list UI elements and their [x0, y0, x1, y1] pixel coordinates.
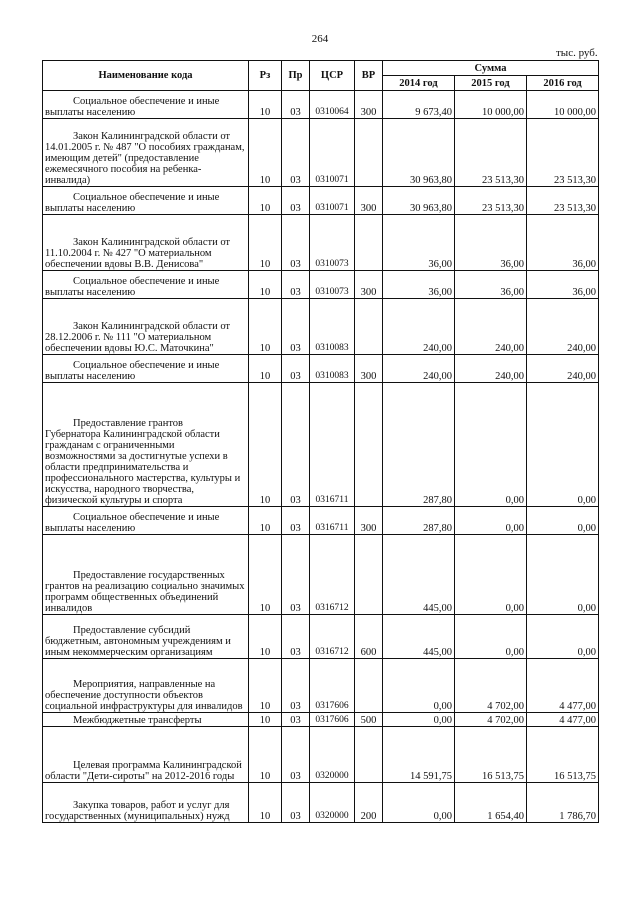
table-row [43, 187, 599, 215]
cell-y2014: 0,00 [383, 713, 455, 727]
cell-y2016: 1 786,70 [527, 783, 599, 823]
cell-name-rest: выплаты населению [45, 203, 136, 214]
cell-name-rest: выплаты населению [45, 107, 136, 118]
cell-y2015: 16 513,75 [455, 727, 527, 783]
cell-pr: 03 [282, 659, 310, 713]
cell-vr [355, 535, 383, 615]
cell-csr: 0316711 [310, 507, 355, 535]
cell-name [43, 187, 249, 215]
cell-rz: 10 [249, 119, 282, 187]
cell-csr: 0317606 [310, 659, 355, 713]
budget-table [42, 60, 599, 823]
cell-y2014: 14 591,75 [383, 727, 455, 783]
cell-vr [355, 119, 383, 187]
cell-y2016: 4 477,00 [527, 659, 599, 713]
cell-y2016: 36,00 [527, 215, 599, 271]
cell-y2015: 1 654,40 [455, 783, 527, 823]
cell-name [43, 535, 249, 615]
cell-y2014: 287,80 [383, 383, 455, 507]
table-row [43, 783, 599, 823]
header-csr: ЦСР [310, 61, 355, 91]
cell-name [43, 727, 249, 783]
cell-csr: 0310071 [310, 119, 355, 187]
cell-vr [355, 383, 383, 507]
cell-rz: 10 [249, 713, 282, 727]
cell-csr: 0310073 [310, 271, 355, 299]
cell-y2016: 36,00 [527, 271, 599, 299]
cell-rz: 10 [249, 215, 282, 271]
cell-y2015: 23 513,30 [455, 187, 527, 215]
cell-name-first-line: Социальное обеспечение и иные [73, 96, 220, 107]
header-2014: 2014 год [383, 76, 455, 91]
cell-y2016: 0,00 [527, 615, 599, 659]
cell-name [43, 355, 249, 383]
cell-csr: 0310073 [310, 215, 355, 271]
cell-csr: 0316712 [310, 535, 355, 615]
header-sum: Сумма [383, 61, 599, 76]
cell-csr: 0317606 [310, 713, 355, 727]
header-2015: 2015 год [455, 76, 527, 91]
cell-pr: 03 [282, 713, 310, 727]
cell-name-first-line: Предоставление субсидий [73, 625, 191, 636]
cell-vr: 300 [355, 507, 383, 535]
units-label: тыс. руб. [556, 47, 598, 59]
cell-vr [355, 659, 383, 713]
cell-name-rest: Губернатора Калининградской области гражданам с ограниченными возможностями за достигнутые успехи в области предпринимательства и профессионального мастерства, культуры и искусства, народного творчества, физической культуры и спорта [45, 429, 241, 506]
cell-y2015: 23 513,30 [455, 119, 527, 187]
cell-y2015: 0,00 [455, 615, 527, 659]
cell-name [43, 383, 249, 507]
cell-pr: 03 [282, 783, 310, 823]
cell-name-first-line: Социальное обеспечение и иные [73, 360, 220, 371]
cell-rz: 10 [249, 727, 282, 783]
cell-name-rest: выплаты населению [45, 371, 136, 382]
cell-name-first-line: Закупка товаров, работ и услуг для [73, 800, 230, 811]
cell-csr: 0320000 [310, 727, 355, 783]
cell-name [43, 713, 249, 727]
cell-csr: 0316712 [310, 615, 355, 659]
table-row [43, 507, 599, 535]
cell-rz: 10 [249, 91, 282, 119]
cell-name-first-line: Социальное обеспечение и иные [73, 276, 220, 287]
cell-y2015: 0,00 [455, 535, 527, 615]
header-name: Наименование кода [43, 61, 249, 91]
cell-y2014: 30 963,80 [383, 119, 455, 187]
cell-rz: 10 [249, 615, 282, 659]
cell-pr: 03 [282, 215, 310, 271]
table-row [43, 299, 599, 355]
cell-name-rest: выплаты населению [45, 523, 136, 534]
cell-vr: 300 [355, 271, 383, 299]
cell-name-first-line: Предоставление грантов [73, 418, 183, 429]
cell-name-rest: государственных (муниципальных) нужд [45, 811, 230, 822]
cell-name [43, 119, 249, 187]
cell-name-rest: бюджетным, автономным учреждениям и иным некоммерческим организациям [45, 636, 231, 658]
cell-vr: 600 [355, 615, 383, 659]
cell-csr: 0320000 [310, 783, 355, 823]
cell-vr [355, 299, 383, 355]
cell-pr: 03 [282, 615, 310, 659]
cell-y2014: 0,00 [383, 659, 455, 713]
cell-y2015: 10 000,00 [455, 91, 527, 119]
cell-csr: 0310083 [310, 355, 355, 383]
cell-name [43, 271, 249, 299]
cell-rz: 10 [249, 783, 282, 823]
header-rz: Рз [249, 61, 282, 91]
cell-name-rest: 11.10.2004 г. № 427 "О материальном обеспечении вдовы В.В. Денисова" [45, 248, 212, 270]
cell-pr: 03 [282, 383, 310, 507]
cell-name-first-line: Закон Калининградской области от [73, 237, 231, 248]
cell-vr [355, 727, 383, 783]
cell-rz: 10 [249, 187, 282, 215]
cell-y2014: 287,80 [383, 507, 455, 535]
cell-name-rest: области "Дети-сироты" на 2012-2016 годы [45, 771, 235, 782]
cell-vr: 500 [355, 713, 383, 727]
cell-pr: 03 [282, 535, 310, 615]
table-body [43, 91, 599, 823]
cell-y2014: 36,00 [383, 271, 455, 299]
cell-name-first-line: Закон Калининградской области от [73, 321, 231, 332]
cell-csr: 0310064 [310, 91, 355, 119]
cell-rz: 10 [249, 507, 282, 535]
cell-y2015: 36,00 [455, 271, 527, 299]
cell-y2016: 0,00 [527, 535, 599, 615]
cell-name [43, 783, 249, 823]
cell-name-first-line: Социальное обеспечение и иные [73, 512, 220, 523]
cell-y2016: 4 477,00 [527, 713, 599, 727]
cell-y2016: 240,00 [527, 299, 599, 355]
cell-csr: 0310071 [310, 187, 355, 215]
cell-pr: 03 [282, 299, 310, 355]
cell-name-first-line: Мероприятия, направленные на [73, 679, 216, 690]
cell-y2016: 10 000,00 [527, 91, 599, 119]
cell-y2014: 30 963,80 [383, 187, 455, 215]
cell-csr: 0316711 [310, 383, 355, 507]
cell-vr [355, 215, 383, 271]
cell-rz: 10 [249, 659, 282, 713]
cell-name-first-line: Целевая программа Калининградской [73, 760, 242, 771]
cell-pr: 03 [282, 187, 310, 215]
cell-pr: 03 [282, 355, 310, 383]
cell-y2014: 240,00 [383, 299, 455, 355]
cell-name-first-line: Социальное обеспечение и иные [73, 192, 220, 203]
table-row [43, 271, 599, 299]
cell-y2015: 0,00 [455, 383, 527, 507]
cell-y2016: 0,00 [527, 383, 599, 507]
cell-y2014: 445,00 [383, 535, 455, 615]
cell-y2015: 36,00 [455, 215, 527, 271]
cell-name-first-line: Предоставление государственных [73, 570, 225, 581]
cell-name [43, 507, 249, 535]
cell-rz: 10 [249, 271, 282, 299]
cell-y2014: 36,00 [383, 215, 455, 271]
cell-name [43, 299, 249, 355]
cell-name-first-line: Закон Калининградской области от [73, 131, 231, 142]
cell-name-rest: обеспечение доступности объектов социальной инфраструктуры для инвалидов [45, 690, 243, 712]
cell-pr: 03 [282, 507, 310, 535]
cell-vr: 300 [355, 91, 383, 119]
cell-y2016: 23 513,30 [527, 187, 599, 215]
table-row [43, 615, 599, 659]
cell-y2014: 445,00 [383, 615, 455, 659]
table-row [43, 215, 599, 271]
cell-y2014: 0,00 [383, 783, 455, 823]
cell-y2016: 240,00 [527, 355, 599, 383]
cell-name [43, 615, 249, 659]
table-row [43, 91, 599, 119]
cell-name-rest: выплаты населению [45, 287, 136, 298]
cell-name [43, 215, 249, 271]
cell-y2015: 4 702,00 [455, 713, 527, 727]
cell-name-rest: 28.12.2006 г. № 111 "О материальном обеспечении вдовы Ю.С. Маточкина" [45, 332, 214, 354]
header-2016: 2016 год [527, 76, 599, 91]
cell-y2015: 240,00 [455, 355, 527, 383]
table-row [43, 727, 599, 783]
cell-pr: 03 [282, 271, 310, 299]
table-row [43, 119, 599, 187]
cell-name [43, 91, 249, 119]
cell-pr: 03 [282, 727, 310, 783]
table-row [43, 713, 599, 727]
cell-name-rest: грантов на реализацию социально значимых программ общественных объединений инвалидов [45, 581, 245, 614]
cell-rz: 10 [249, 383, 282, 507]
cell-y2015: 0,00 [455, 507, 527, 535]
table-row [43, 535, 599, 615]
cell-y2014: 240,00 [383, 355, 455, 383]
cell-rz: 10 [249, 299, 282, 355]
cell-rz: 10 [249, 355, 282, 383]
cell-rz: 10 [249, 535, 282, 615]
cell-pr: 03 [282, 91, 310, 119]
cell-y2015: 240,00 [455, 299, 527, 355]
cell-vr: 300 [355, 355, 383, 383]
header-pr: Пр [282, 61, 310, 91]
cell-y2015: 4 702,00 [455, 659, 527, 713]
cell-y2016: 23 513,30 [527, 119, 599, 187]
cell-y2016: 0,00 [527, 507, 599, 535]
table-row [43, 355, 599, 383]
cell-csr: 0310083 [310, 299, 355, 355]
cell-vr: 300 [355, 187, 383, 215]
cell-name-rest: 14.01.2005 г. № 487 "О пособиях гражданам, имеющим детей" (предоставление ежемесячного пособия на ребенка-инвалида) [45, 142, 245, 186]
table-header [43, 61, 599, 91]
table-row [43, 383, 599, 507]
cell-y2014: 9 673,40 [383, 91, 455, 119]
header-vr: ВР [355, 61, 383, 91]
cell-name-first-line: Межбюджетные трансферты [73, 715, 202, 726]
cell-name [43, 659, 249, 713]
cell-y2016: 16 513,75 [527, 727, 599, 783]
cell-vr: 200 [355, 783, 383, 823]
page-number: 264 [311, 33, 329, 45]
cell-pr: 03 [282, 119, 310, 187]
table-row [43, 659, 599, 713]
